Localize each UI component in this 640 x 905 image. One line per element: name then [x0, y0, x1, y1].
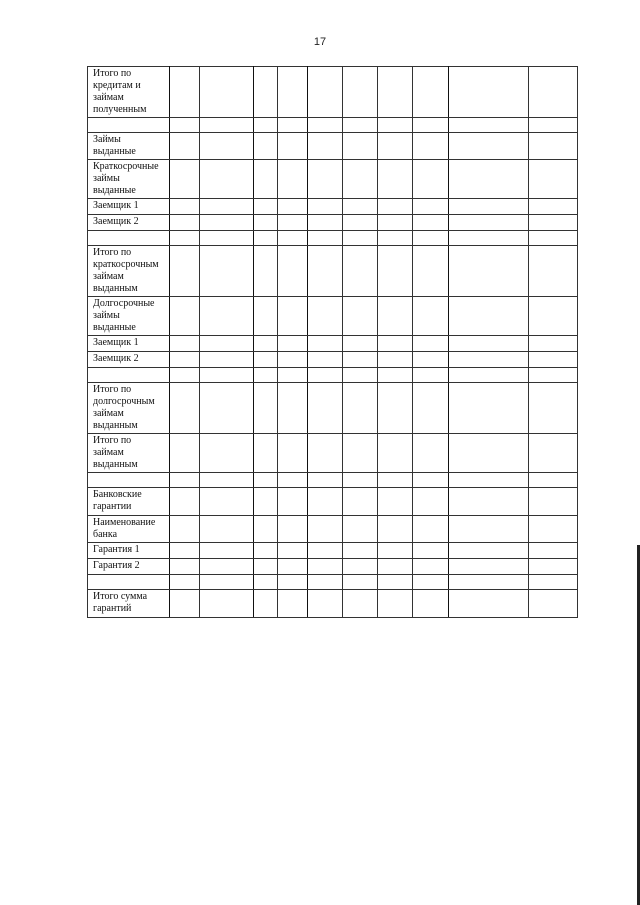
data-cell	[200, 215, 254, 231]
table-row	[88, 434, 578, 473]
data-cell	[343, 246, 378, 297]
row-label-cell	[88, 488, 170, 516]
row-label: Заемщик 1	[93, 200, 139, 211]
data-cell	[170, 473, 200, 488]
data-cell	[413, 297, 449, 336]
data-cell	[343, 473, 378, 488]
data-cell	[343, 231, 378, 246]
financial-table	[87, 66, 578, 618]
row-label-cell	[88, 160, 170, 199]
row-label-cell	[88, 352, 170, 368]
data-cell	[278, 67, 308, 118]
data-cell	[378, 297, 413, 336]
data-cell	[308, 199, 343, 215]
data-cell	[254, 199, 278, 215]
row-label: Заемщик 1	[93, 337, 139, 348]
data-cell	[343, 160, 378, 199]
data-cell	[308, 473, 343, 488]
row-label-cell	[88, 575, 170, 590]
data-cell	[449, 199, 529, 215]
row-label: Заемщик 2	[93, 353, 139, 364]
data-cell	[308, 297, 343, 336]
table-row	[88, 352, 578, 368]
data-cell	[200, 488, 254, 516]
data-cell	[278, 118, 308, 133]
data-cell	[413, 383, 449, 434]
data-cell	[200, 199, 254, 215]
data-cell	[308, 246, 343, 297]
data-cell	[308, 575, 343, 590]
data-cell	[170, 297, 200, 336]
row-label-cell	[88, 590, 170, 618]
row-label: Долгосрочные займы выданные	[93, 298, 155, 333]
row-label: Заемщик 2	[93, 216, 139, 227]
data-cell	[254, 383, 278, 434]
data-cell	[378, 368, 413, 383]
data-cell	[378, 67, 413, 118]
data-cell	[449, 575, 529, 590]
data-cell	[529, 246, 578, 297]
data-cell	[343, 575, 378, 590]
data-cell	[413, 67, 449, 118]
data-cell	[254, 231, 278, 246]
data-cell	[378, 516, 413, 543]
data-cell	[278, 246, 308, 297]
data-cell	[529, 516, 578, 543]
table-row	[88, 368, 578, 383]
data-cell	[278, 231, 308, 246]
row-label: Итого по краткосрочным займам выданным	[93, 247, 159, 294]
data-cell	[378, 246, 413, 297]
row-label: Наименование банка	[93, 517, 156, 540]
data-cell	[278, 559, 308, 575]
data-cell	[343, 118, 378, 133]
data-cell	[343, 368, 378, 383]
data-cell	[449, 473, 529, 488]
data-cell	[529, 297, 578, 336]
data-cell	[278, 383, 308, 434]
data-cell	[308, 67, 343, 118]
data-cell	[413, 516, 449, 543]
data-cell	[308, 434, 343, 473]
data-cell	[449, 67, 529, 118]
data-cell	[200, 352, 254, 368]
data-cell	[529, 160, 578, 199]
data-cell	[278, 575, 308, 590]
data-cell	[308, 133, 343, 160]
data-cell	[449, 590, 529, 618]
data-cell	[200, 473, 254, 488]
data-cell	[308, 543, 343, 559]
row-label-cell	[88, 199, 170, 215]
data-cell	[378, 590, 413, 618]
data-cell	[378, 118, 413, 133]
data-cell	[170, 160, 200, 199]
data-cell	[529, 368, 578, 383]
data-cell	[449, 118, 529, 133]
table-row	[88, 67, 578, 118]
data-cell	[529, 383, 578, 434]
data-cell	[378, 575, 413, 590]
data-cell	[278, 434, 308, 473]
row-label-cell	[88, 516, 170, 543]
data-cell	[343, 383, 378, 434]
row-label: Займы выданные	[93, 134, 136, 157]
data-cell	[529, 67, 578, 118]
data-cell	[254, 590, 278, 618]
data-cell	[170, 516, 200, 543]
data-cell	[254, 352, 278, 368]
data-cell	[278, 473, 308, 488]
data-cell	[378, 352, 413, 368]
data-cell	[413, 246, 449, 297]
data-cell	[254, 516, 278, 543]
data-cell	[308, 160, 343, 199]
data-cell	[200, 297, 254, 336]
data-cell	[378, 383, 413, 434]
row-label: Итого по кредитам и займам полученным	[93, 68, 147, 115]
data-cell	[254, 559, 278, 575]
table-row	[88, 246, 578, 297]
data-cell	[254, 246, 278, 297]
data-cell	[254, 368, 278, 383]
data-cell	[449, 383, 529, 434]
table-row	[88, 543, 578, 559]
data-cell	[308, 590, 343, 618]
data-cell	[449, 352, 529, 368]
table-row	[88, 336, 578, 352]
data-cell	[200, 118, 254, 133]
data-cell	[413, 543, 449, 559]
row-label-cell	[88, 434, 170, 473]
data-cell	[254, 297, 278, 336]
data-cell	[254, 473, 278, 488]
data-cell	[254, 133, 278, 160]
data-cell	[308, 231, 343, 246]
row-label-cell	[88, 297, 170, 336]
data-cell	[343, 297, 378, 336]
table-body	[88, 67, 578, 618]
data-cell	[413, 160, 449, 199]
data-cell	[254, 575, 278, 590]
data-cell	[529, 336, 578, 352]
data-cell	[413, 488, 449, 516]
data-cell	[449, 231, 529, 246]
data-cell	[449, 543, 529, 559]
data-cell	[343, 488, 378, 516]
data-cell	[200, 336, 254, 352]
row-label-cell	[88, 67, 170, 118]
data-cell	[343, 543, 378, 559]
data-cell	[413, 118, 449, 133]
table-row	[88, 297, 578, 336]
data-cell	[170, 336, 200, 352]
data-cell	[254, 488, 278, 516]
data-cell	[170, 543, 200, 559]
data-cell	[308, 488, 343, 516]
data-cell	[170, 231, 200, 246]
row-label: Гарантия 1	[93, 544, 140, 555]
data-cell	[343, 133, 378, 160]
data-cell	[413, 434, 449, 473]
data-cell	[529, 231, 578, 246]
data-cell	[170, 559, 200, 575]
data-cell	[343, 590, 378, 618]
table-row	[88, 199, 578, 215]
data-cell	[170, 488, 200, 516]
data-cell	[200, 231, 254, 246]
data-cell	[449, 488, 529, 516]
data-cell	[413, 575, 449, 590]
row-label-cell	[88, 559, 170, 575]
table-row	[88, 118, 578, 133]
data-cell	[200, 434, 254, 473]
data-cell	[278, 543, 308, 559]
table-row	[88, 383, 578, 434]
row-label: Итого по займам выданным	[93, 435, 138, 470]
data-cell	[170, 352, 200, 368]
data-cell	[529, 434, 578, 473]
data-cell	[378, 160, 413, 199]
data-cell	[254, 336, 278, 352]
data-cell	[449, 133, 529, 160]
data-cell	[200, 590, 254, 618]
data-cell	[278, 368, 308, 383]
row-label-cell	[88, 383, 170, 434]
table-row	[88, 575, 578, 590]
data-cell	[170, 67, 200, 118]
data-cell	[278, 160, 308, 199]
data-cell	[378, 559, 413, 575]
data-cell	[254, 160, 278, 199]
data-cell	[308, 383, 343, 434]
data-cell	[343, 199, 378, 215]
data-cell	[200, 559, 254, 575]
data-cell	[170, 434, 200, 473]
table-row	[88, 160, 578, 199]
data-cell	[449, 336, 529, 352]
row-label-cell	[88, 368, 170, 383]
row-label-cell	[88, 133, 170, 160]
row-label: Итого сумма гарантий	[93, 591, 148, 614]
data-cell	[449, 368, 529, 383]
data-cell	[529, 575, 578, 590]
data-cell	[378, 231, 413, 246]
data-cell	[308, 336, 343, 352]
data-cell	[200, 246, 254, 297]
data-cell	[200, 133, 254, 160]
data-cell	[200, 516, 254, 543]
data-cell	[343, 434, 378, 473]
data-cell	[278, 199, 308, 215]
data-cell	[449, 297, 529, 336]
table-row	[88, 590, 578, 618]
data-cell	[413, 133, 449, 160]
data-cell	[170, 246, 200, 297]
table-row	[88, 559, 578, 575]
data-cell	[378, 133, 413, 160]
row-label: Банковские гарантии	[93, 489, 142, 512]
table-row	[88, 473, 578, 488]
row-label-cell	[88, 215, 170, 231]
data-cell	[200, 368, 254, 383]
data-cell	[378, 215, 413, 231]
data-cell	[254, 543, 278, 559]
data-cell	[308, 368, 343, 383]
data-cell	[308, 516, 343, 543]
data-cell	[378, 488, 413, 516]
data-cell	[170, 368, 200, 383]
data-cell	[278, 336, 308, 352]
row-label: Итого по долгосрочным займам выданным	[93, 384, 155, 431]
table-row	[88, 231, 578, 246]
data-cell	[413, 559, 449, 575]
data-cell	[413, 231, 449, 246]
data-cell	[278, 297, 308, 336]
data-cell	[170, 383, 200, 434]
row-label: Гарантия 2	[93, 560, 140, 571]
data-cell	[254, 215, 278, 231]
data-cell	[254, 118, 278, 133]
data-cell	[170, 215, 200, 231]
data-cell	[170, 199, 200, 215]
data-cell	[343, 336, 378, 352]
data-cell	[278, 516, 308, 543]
row-label-cell	[88, 246, 170, 297]
data-cell	[529, 543, 578, 559]
data-cell	[343, 352, 378, 368]
row-label-cell	[88, 336, 170, 352]
data-cell	[449, 559, 529, 575]
data-cell	[413, 336, 449, 352]
row-label: Краткосрочные займы выданные	[93, 161, 159, 196]
data-cell	[170, 590, 200, 618]
data-cell	[278, 590, 308, 618]
data-cell	[413, 368, 449, 383]
data-cell	[278, 488, 308, 516]
table-row	[88, 488, 578, 516]
data-cell	[529, 118, 578, 133]
table-row	[88, 215, 578, 231]
data-cell	[378, 199, 413, 215]
data-cell	[449, 516, 529, 543]
data-cell	[170, 118, 200, 133]
data-cell	[413, 352, 449, 368]
data-cell	[529, 133, 578, 160]
data-cell	[343, 67, 378, 118]
data-cell	[378, 473, 413, 488]
page-number: 17	[313, 36, 327, 48]
data-cell	[200, 383, 254, 434]
row-label-cell	[88, 118, 170, 133]
data-cell	[378, 336, 413, 352]
data-cell	[343, 516, 378, 543]
data-cell	[308, 352, 343, 368]
data-cell	[413, 215, 449, 231]
data-cell	[449, 160, 529, 199]
data-cell	[343, 215, 378, 231]
table-row	[88, 516, 578, 543]
data-cell	[278, 133, 308, 160]
data-cell	[170, 133, 200, 160]
data-cell	[449, 215, 529, 231]
row-label-cell	[88, 231, 170, 246]
data-cell	[308, 118, 343, 133]
data-cell	[254, 434, 278, 473]
data-cell	[449, 246, 529, 297]
data-cell	[308, 215, 343, 231]
data-cell	[529, 473, 578, 488]
data-cell	[254, 67, 278, 118]
data-cell	[308, 559, 343, 575]
data-cell	[413, 473, 449, 488]
data-cell	[529, 488, 578, 516]
data-cell	[278, 215, 308, 231]
data-cell	[200, 575, 254, 590]
row-label-cell	[88, 543, 170, 559]
data-cell	[378, 543, 413, 559]
data-cell	[529, 352, 578, 368]
data-cell	[413, 199, 449, 215]
data-cell	[529, 559, 578, 575]
data-cell	[278, 352, 308, 368]
data-cell	[529, 199, 578, 215]
data-cell	[529, 215, 578, 231]
data-cell	[378, 434, 413, 473]
data-cell	[343, 559, 378, 575]
data-cell	[449, 434, 529, 473]
data-cell	[529, 590, 578, 618]
data-cell	[200, 160, 254, 199]
data-cell	[200, 67, 254, 118]
row-label-cell	[88, 473, 170, 488]
data-cell	[413, 590, 449, 618]
table-row	[88, 133, 578, 160]
data-cell	[170, 575, 200, 590]
data-cell	[200, 543, 254, 559]
